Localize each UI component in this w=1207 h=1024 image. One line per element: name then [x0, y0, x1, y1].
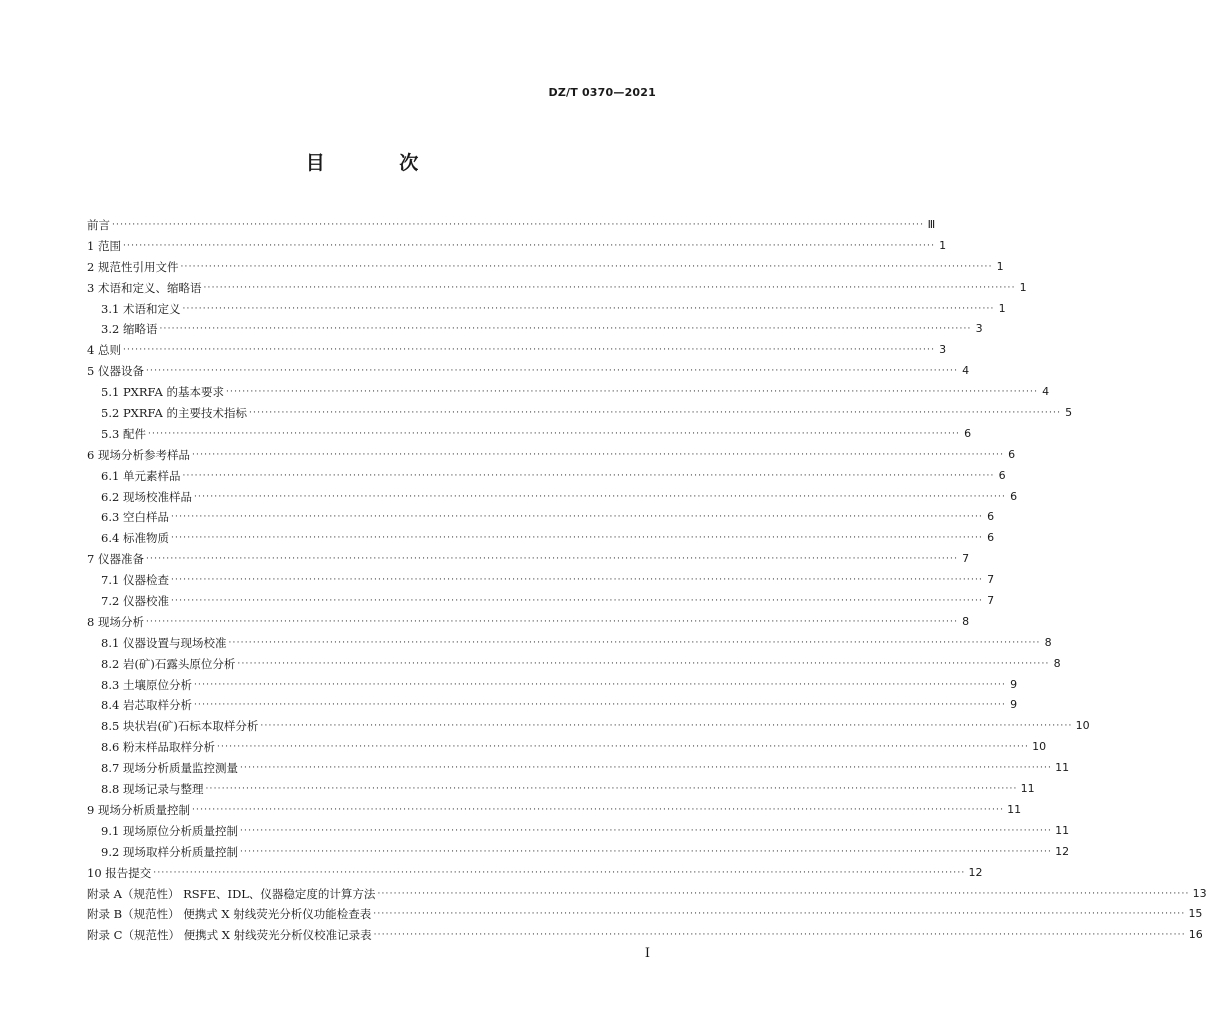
toc-entry[interactable] [87, 654, 1061, 675]
toc-leader-dots: ········································································································································································································ [147, 428, 961, 439]
page-number: I [644, 946, 650, 961]
table-of-contents [87, 215, 1207, 946]
toc-entry-page: 6 [987, 531, 995, 545]
toc-entry[interactable] [87, 382, 1050, 403]
toc-entry-label: 1 范围 [87, 238, 121, 253]
toc-entry-page: 1 [996, 259, 1004, 273]
standard-code: DZ/T 0370—2021 [548, 86, 656, 99]
toc-entry-page: 9 [1010, 677, 1018, 691]
toc-entry-page: 1 [939, 238, 947, 252]
toc-entry-page: 13 [1192, 886, 1207, 900]
toc-entry-page: 11 [1007, 802, 1022, 816]
toc-leader-dots: ········································································································································································································ [153, 867, 966, 878]
toc-entry-label: 6 现场分析参考样品 [87, 447, 190, 462]
toc-entry-page: 6 [998, 468, 1006, 482]
toc-leader-dots: ········································································································································································································ [145, 366, 959, 377]
toc-entry[interactable] [87, 612, 970, 633]
toc-leader-dots: ········································································································································································································ [112, 220, 925, 230]
toc-leader-dots: ········································································································································································································ [193, 700, 1007, 711]
toc-leader-dots: ········································································································································································································ [182, 470, 995, 481]
toc-leader-dots: ········································································································································································································ [182, 303, 995, 314]
toc-entry-label: 8.6 粉末样品取样分析 [101, 740, 215, 755]
toc-entry-label: 8.5 块状岩(矿)石标本取样分析 [101, 719, 259, 734]
toc-entry[interactable] [87, 737, 1047, 758]
toc-entry[interactable] [87, 340, 947, 361]
toc-entry-label: 3.2 缩略语 [101, 322, 158, 337]
toc-entry-page: 7 [962, 552, 970, 566]
toc-leader-dots: ········································································································································································································ [239, 763, 1053, 774]
toc-leader-dots: ········································································································································································································ [170, 575, 984, 586]
toc-leader-dots: ········································································································································································································ [193, 679, 1007, 690]
toc-entry-page: 4 [962, 364, 970, 378]
toc-entry-label: 7.2 仪器校准 [101, 594, 169, 609]
toc-entry-page: 11 [1055, 823, 1070, 837]
toc-entry[interactable] [87, 800, 1022, 821]
toc-entry-page: 11 [1055, 761, 1070, 775]
toc-entry-label: 6.3 空白样品 [101, 510, 169, 525]
toc-leader-dots: ········································································································································································································ [170, 512, 984, 523]
toc-entry-label: 附录 B（规范性） 便携式 X 射线荧光分析仪功能检查表 [87, 907, 372, 922]
toc-entry-label: 3.1 术语和定义 [101, 301, 181, 316]
toc-entry-label: 9.1 现场原位分析质量控制 [101, 823, 238, 838]
toc-entry-label: 5.1 PXRFA 的基本要求 [101, 385, 224, 400]
toc-entry-label: 6.1 单元素样品 [101, 468, 181, 483]
toc-entry-label: 10 报告提交 [87, 865, 152, 880]
toc-entry-label: 7 仪器准备 [87, 552, 144, 567]
toc-entry[interactable] [87, 466, 1006, 487]
toc-entry-label: 5.3 配件 [101, 426, 146, 441]
toc-entry-label: 7.1 仪器检查 [101, 573, 169, 588]
toc-entry[interactable] [87, 257, 1004, 278]
toc-entry-label: 9 现场分析质量控制 [87, 802, 190, 817]
toc-leader-dots: ········································································································································································································ [203, 282, 1016, 293]
toc-entry-page: 8 [962, 614, 970, 628]
toc-entry-page: 3 [975, 322, 983, 336]
toc-entry-label: 8.7 现场分析质量监控测量 [101, 761, 238, 776]
toc-leader-dots: ········································································································································································································ [180, 261, 993, 272]
toc-entry[interactable] [87, 863, 983, 884]
toc-entry-label: 8.2 岩(矿)石露头原位分析 [101, 656, 236, 671]
toc-leader-dots: ········································································································································································································ [122, 345, 936, 356]
toc-entry-label: 3 术语和定义、缩略语 [87, 280, 202, 295]
toc-entry-page: 6 [987, 510, 995, 524]
toc-leader-dots: ········································································································································································································ [225, 387, 1039, 398]
toc-entry[interactable] [87, 215, 936, 236]
toc-leader-dots: ········································································································································································································ [145, 554, 959, 565]
toc-leader-dots: ········································································································································································································ [239, 846, 1053, 857]
toc-entry-page: 10 [1032, 740, 1047, 754]
toc-entry-label: 8.4 岩芯取样分析 [101, 698, 192, 713]
toc-entry[interactable] [87, 779, 1035, 800]
toc-entry[interactable] [87, 236, 947, 257]
toc-entry[interactable] [87, 758, 1070, 779]
toc-entry[interactable] [87, 842, 1070, 863]
toc-entry[interactable] [87, 716, 1090, 737]
toc-leader-dots: ········································································································································································································ [159, 324, 972, 335]
toc-entry-label: 8.8 现场记录与整理 [101, 782, 204, 797]
toc-entry-page: 8 [1053, 656, 1061, 670]
toc-entry[interactable] [87, 925, 1203, 946]
toc-entry-page: 11 [1020, 782, 1035, 796]
toc-entry[interactable] [87, 633, 1052, 654]
toc-entry-label: 8.3 土壤原位分析 [101, 677, 192, 692]
toc-leader-dots: ········································································································································································································ [216, 742, 1030, 753]
toc-entry[interactable] [87, 884, 1207, 905]
toc-entry-label: 9.2 现场取样分析质量控制 [101, 844, 238, 859]
toc-entry[interactable] [87, 570, 995, 591]
toc-entry-page: 10 [1075, 719, 1090, 733]
toc-entry-page: 4 [1042, 385, 1050, 399]
toc-entry[interactable] [87, 487, 1018, 508]
toc-entry-label: 2 规范性引用文件 [87, 259, 179, 274]
toc-entry-page: Ⅲ [927, 218, 936, 231]
toc-entry-page: 8 [1044, 635, 1052, 649]
toc-leader-dots: ········································································································································································································ [170, 533, 984, 544]
toc-entry[interactable] [87, 695, 1018, 716]
toc-entry[interactable] [87, 904, 1203, 925]
toc-entry-label: 前言 [87, 218, 110, 232]
toc-entry-page: 6 [1010, 489, 1018, 503]
toc-leader-dots: ········································································································································································································ [191, 804, 1005, 815]
toc-entry-label: 4 总则 [87, 343, 121, 358]
toc-leader-dots: ········································································································································································································ [377, 888, 1190, 899]
toc-entry[interactable] [87, 507, 995, 528]
toc-leader-dots: ········································································································································································································ [205, 784, 1018, 795]
toc-leader-dots: ········································································································································································································ [373, 909, 1186, 920]
toc-entry[interactable] [87, 591, 995, 612]
toc-entry-page: 12 [1055, 844, 1070, 858]
toc-entry-page: 16 [1188, 928, 1203, 942]
toc-entry[interactable] [87, 299, 1006, 320]
toc-entry-page: 6 [1008, 447, 1016, 461]
toc-entry[interactable] [87, 528, 995, 549]
toc-entry-label: 8.1 仪器设置与现场校准 [101, 635, 227, 650]
toc-entry[interactable] [87, 403, 1073, 424]
toc-entry[interactable] [87, 445, 1016, 466]
toc-entry-label: 6.4 标准物质 [101, 531, 169, 546]
toc-entry-page: 6 [964, 426, 972, 440]
toc-entry-page: 15 [1188, 907, 1203, 921]
toc-leader-dots: ········································································································································································································ [193, 491, 1007, 502]
toc-leader-dots: ········································································································································································································ [191, 449, 1005, 460]
toc-leader-dots: ········································································································································································································ [248, 408, 1062, 419]
toc-leader-dots: ········································································································································································································ [145, 616, 959, 627]
toc-entry[interactable] [87, 319, 983, 340]
toc-entry-label: 附录 C（规范性） 便携式 X 射线荧光分析仪校准记录表 [87, 928, 372, 943]
toc-entry-page: 7 [987, 594, 995, 608]
toc-leader-dots: ········································································································································································································ [260, 721, 1073, 732]
toc-entry-page: 9 [1010, 698, 1018, 712]
toc-entry[interactable] [87, 549, 970, 570]
toc-leader-dots: ········································································································································································································ [170, 596, 984, 607]
toc-entry-label: 8 现场分析 [87, 614, 144, 629]
toc-leader-dots: ········································································································································································································ [373, 930, 1186, 941]
toc-leader-dots: ········································································································································································································ [122, 240, 936, 251]
toc-entry-page: 12 [968, 865, 983, 879]
toc-entry[interactable] [87, 675, 1018, 696]
toc-entry-page: 1 [1019, 280, 1027, 294]
toc-entry-page: 7 [987, 573, 995, 587]
toc-leader-dots: ········································································································································································································ [237, 658, 1050, 669]
toc-entry-page: 1 [998, 301, 1006, 315]
toc-entry-label: 5 仪器设备 [87, 364, 144, 379]
toc-entry-label: 5.2 PXRFA 的主要技术指标 [101, 406, 247, 421]
toc-entry-label: 附录 A（规范性） RSFE、IDL、仪器稳定度的计算方法 [87, 886, 376, 901]
toc-entry-page: 3 [939, 343, 947, 357]
toc-entry-label: 6.2 现场校准样品 [101, 489, 192, 504]
toc-leader-dots: ········································································································································································································ [228, 637, 1041, 648]
toc-entry[interactable] [87, 424, 972, 445]
toc-entry[interactable] [87, 278, 1027, 299]
page-title: 目 次 [305, 152, 453, 174]
toc-entry[interactable] [87, 361, 970, 382]
toc-entry[interactable] [87, 821, 1070, 842]
toc-entry-page: 5 [1065, 406, 1073, 420]
toc-leader-dots: ········································································································································································································ [239, 825, 1053, 836]
